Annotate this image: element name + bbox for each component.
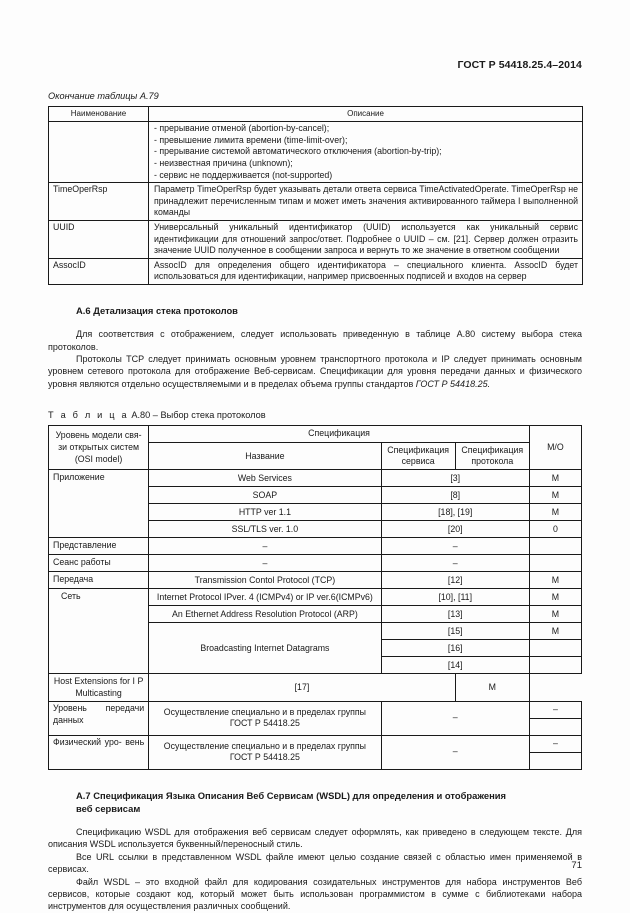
cell-protocol-name: –	[149, 555, 381, 572]
spec-service-line-1: Спецификация	[387, 444, 450, 455]
cell-name	[49, 122, 149, 183]
cell-mo: М	[529, 470, 581, 487]
column-header-description: Описание	[149, 106, 583, 122]
standard-number-header: ГОСТ Р 54418.25.4–2014	[457, 59, 582, 71]
table-header-row	[49, 106, 583, 122]
cell-mo-empty	[529, 752, 581, 769]
cell-protocol-name: SSL/TLS ver. 1.0	[149, 521, 381, 538]
section-a6-paragraph-2	[48, 353, 582, 390]
cell-mo	[529, 640, 581, 657]
cell-protocol-name: Web Services	[149, 470, 381, 487]
cell-osi-level: Приложение	[49, 470, 149, 538]
column-header-spec-protocol	[455, 443, 529, 470]
cell-protocol-name: Broadcasting Internet Datagrams	[149, 623, 381, 674]
implementation-standard-ref: ГОСТ Р 54418.25	[229, 752, 300, 763]
column-header-name: Название	[149, 443, 381, 470]
table-row	[49, 183, 583, 221]
osi-level-line-1: Физический уро-	[53, 737, 122, 748]
column-header-osi-level	[49, 426, 149, 470]
cell-specification: [16]	[381, 640, 529, 657]
table-row	[49, 674, 582, 701]
table-a79-caption: Окончание таблицы А.79	[48, 90, 159, 101]
osi-level-line-1: Уровень передачи	[53, 703, 145, 714]
table-a80	[48, 425, 582, 769]
cell-mo-empty	[529, 718, 581, 735]
cell-specification: [14]	[381, 657, 529, 674]
section-a7-heading-line-2: веб сервисам	[76, 802, 141, 814]
paragraph-text: Протоколы TCP следует принимать основным уровнем транспортного протокола и IP следует принимать основным уровнем сетевого протокола для отображение Веб-сервисам. Спецификации для уровня передачи данных и физического уровня являются отдельно осуществляемыми и в пределах объема группы стандартов	[48, 353, 582, 389]
page-number: 71	[571, 860, 582, 871]
cell-protocol-name: Internet Protocol IPver. 4 (ICMPv4) or IP ver.6(ICMPv6)	[149, 589, 381, 606]
table-a80-caption	[48, 410, 582, 421]
cell-mo: М	[529, 623, 581, 640]
osi-level-line-2: вень	[125, 737, 145, 748]
table-row	[49, 470, 582, 487]
desc-line: - сервис не поддерживается (not-supported)	[154, 169, 333, 180]
cell-specification: [17]	[149, 674, 456, 701]
cell-osi-level	[49, 735, 149, 769]
cell-mo: М	[455, 674, 529, 701]
cell-name: TimeOperRsp	[49, 183, 149, 221]
desc-line: - прерывание отменой (abortion-by-cancel);	[154, 123, 330, 134]
cell-protocol-name: HTTP ver 1.1	[149, 504, 381, 521]
column-header-spec-service	[381, 443, 455, 470]
table-a79-body	[49, 122, 583, 285]
table-a79-header	[49, 106, 583, 122]
cell-specification: [15]	[381, 623, 529, 640]
cell-specification: [20]	[381, 521, 529, 538]
table-header-row	[49, 426, 582, 443]
table-row	[49, 701, 582, 718]
table-row	[49, 538, 582, 555]
cell-mo: М	[529, 606, 581, 623]
caption-label: Т а б л и ц а	[48, 410, 129, 421]
cell-name: AssocID	[49, 258, 149, 284]
table-row	[49, 735, 582, 752]
osi-level-line-3: (OSI model)	[74, 453, 123, 464]
cell-description: Универсальный уникальный идентификатор (UUID) используется как уникальный сервис идентификации для отношений запрос/ответ. Подробнее о UUID – см. [21]. Сервер должен отразить значение UUID полученное в сообщении запроса и вернуть то же значение в ответном сообщении	[149, 220, 583, 258]
cell-protocol-name: Transmission Contol Protocol (TCP)	[149, 572, 381, 589]
cell-osi-level	[49, 701, 149, 735]
cell-specification: [8]	[381, 487, 529, 504]
implementation-note: Осуществление специально и в пределах группы	[163, 706, 366, 717]
cell-osi-level: Сеть	[49, 589, 149, 674]
table-a79	[48, 106, 583, 285]
caption-number: А.80	[131, 410, 151, 421]
cell-specification: [10], [11]	[381, 589, 529, 606]
desc-line: - превышение лимита времени (time-limit-over);	[154, 134, 348, 145]
cell-specification: –	[381, 555, 529, 572]
cell-mo: М	[529, 504, 581, 521]
cell-name: UUID	[49, 220, 149, 258]
section-a7-heading	[48, 789, 582, 815]
cell-protocol-name	[149, 701, 381, 735]
cell-mo	[529, 555, 581, 572]
cell-specification: [18], [19]	[381, 504, 529, 521]
cell-osi-level: Представление	[49, 538, 149, 555]
cell-specification: [12]	[381, 572, 529, 589]
cell-specification: [3]	[381, 470, 529, 487]
spec-protocol-line-2: протокола	[471, 456, 514, 467]
cell-osi-level: Передача	[49, 572, 149, 589]
table-row	[49, 122, 583, 183]
cell-description: Параметр TimeOperRsp будет указывать детали ответа сервиса TimeActivatedOperate. TimeOperRsp не принадлежит перечисленным типам и может иметь значения активированного таймера I выполненной команды	[149, 183, 583, 221]
table-row	[49, 258, 583, 284]
paragraph-italic-reference: ГОСТ Р 54418.25.	[415, 378, 491, 389]
section-a7-paragraph-3: Файл WSDL – это входной файл для кодирования созидательных инструментов для набора инструментов Веб сервисов, которые создают код, который может быть использован программистом в сумме с библиотеками набора инструментов для осуществления различных сообщений.	[48, 876, 582, 912]
desc-line: - прерывание системой автоматического отключения (abortion-by-trip);	[154, 146, 442, 157]
implementation-note: Осуществление специально и в пределах группы	[163, 740, 366, 751]
cell-protocol-name: SOAP	[149, 487, 381, 504]
section-a6-paragraph-1: Для соответствия с отображением, следует использовать приведенную в таблице А.80 систему выбора стека протоколов.	[48, 329, 582, 352]
caption-title: – Выбор стека протоколов	[152, 410, 266, 421]
osi-level-line-2: зи открытых систем	[58, 442, 140, 453]
cell-mo: М	[529, 589, 581, 606]
section-a7-paragraph-2: Все URL ссылки в представленном WSDL файле имеют целью создание связей с областью имен применяемой в сервисах.	[48, 851, 582, 875]
cell-mo: М	[529, 487, 581, 504]
cell-mo	[529, 538, 581, 555]
table-a80-body	[49, 470, 582, 769]
section-a6-heading: А.6 Детализация стека протоколов	[76, 305, 238, 316]
table-row	[49, 589, 582, 606]
cell-specification: [13]	[381, 606, 529, 623]
osi-level-line-1: Уровень модели свя-	[55, 430, 142, 441]
page-content	[48, 0, 582, 913]
cell-osi-level: Сеанс работы	[49, 555, 149, 572]
cell-specification: –	[381, 735, 529, 769]
cell-mo: 0	[529, 521, 581, 538]
cell-specification: –	[381, 538, 529, 555]
implementation-standard-ref: ГОСТ Р 54418.25	[229, 718, 300, 729]
column-header-mo: М/О	[529, 426, 581, 470]
table-a80-header	[49, 426, 582, 470]
table-row	[49, 555, 582, 572]
cell-protocol-name: Host Extensions for I P Multicasting	[49, 674, 149, 701]
section-a7-heading-line-1: А.7 Спецификация Языка Описания Веб Сервисам (WSDL) для определения и отображения	[76, 789, 506, 801]
cell-protocol-name: An Ethernet Address Resolution Protocol (ARP)	[149, 606, 381, 623]
desc-line: - неизвестная причина (unknown);	[154, 157, 293, 168]
table-row	[49, 220, 583, 258]
section-a7-paragraph-1: Спецификацию WSDL для отображения веб сервисам следует оформлять, как приведено в следующем тексте. Для описания WSDL используется буквенный/переносный стиль.	[48, 826, 582, 850]
spec-service-line-2: сервиса	[401, 456, 435, 467]
cell-description	[149, 122, 583, 183]
cell-mo: –	[529, 701, 581, 718]
osi-level-line-2: данных	[53, 714, 84, 725]
table-row	[49, 572, 582, 589]
cell-mo: М	[529, 572, 581, 589]
column-header-specification: Спецификация	[149, 426, 530, 443]
spec-protocol-line-1: Спецификация	[461, 444, 524, 455]
cell-description: AssocID для определения общего идентификатора – специального клиента. AssocID будет использоваться для идентификации, например присвоенных подписей и входов на сервер	[149, 258, 583, 284]
cell-protocol-name	[149, 735, 381, 769]
cell-mo: –	[529, 735, 581, 752]
column-header-name: Наименование	[49, 106, 149, 122]
cell-specification: –	[381, 701, 529, 735]
cell-mo	[529, 657, 581, 674]
cell-protocol-name: –	[149, 538, 381, 555]
